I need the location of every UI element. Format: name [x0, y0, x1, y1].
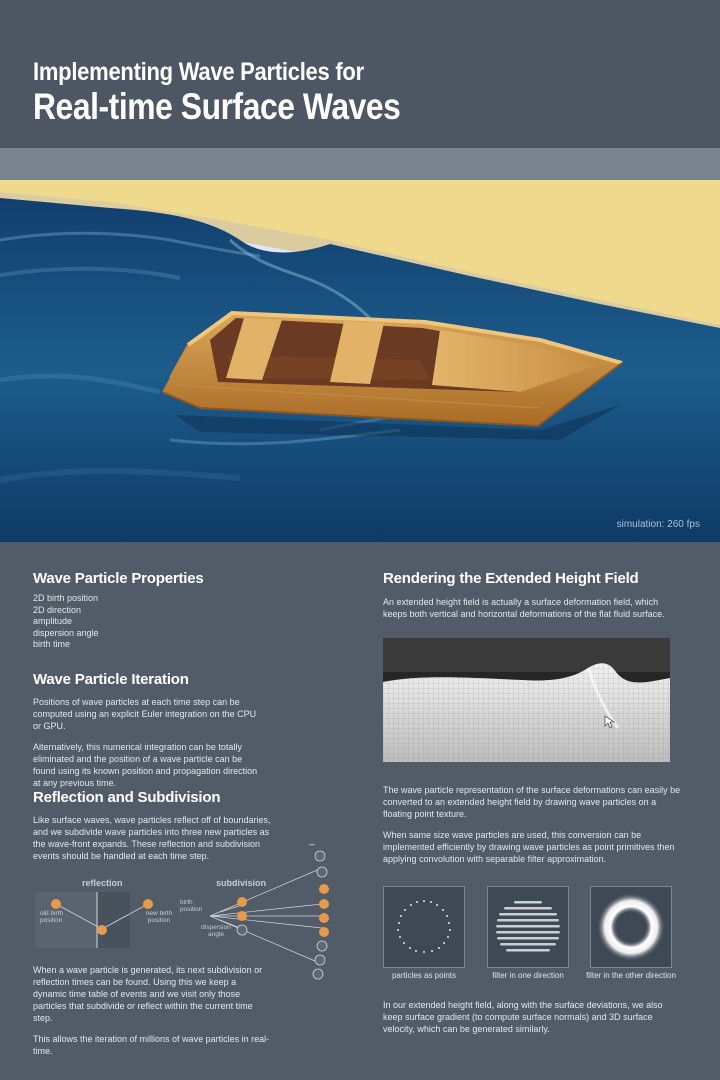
rendering-paragraph-3: When same size wave particles are used, this conversion can be implemented efficiently by drawing wave particles as point primitives then applying convolution with separable filter approximation.	[383, 830, 675, 864]
caption-particles-as-points: particles as points	[391, 971, 457, 980]
rendering-height-field-heading: Rendering the Extended Height Field	[383, 570, 639, 587]
iteration-text	[33, 696, 265, 798]
poster-header	[0, 0, 720, 148]
boat-scene	[0, 180, 720, 542]
reflection-subdivision-heading: Reflection and Subdivision	[33, 789, 221, 806]
particles-as-points-image	[383, 886, 465, 968]
header-band	[0, 148, 720, 180]
reflection-text-2	[33, 964, 271, 1066]
iteration-paragraph-2: Alternatively, this numerical integration can be totally eliminated and the position of a wave particle can be found using its known position and propagation direction at any previous time.	[33, 742, 258, 788]
rendering-paragraph-1: An extended height field is actually a surface deformation field, which keeps both vertical and horizontal deformations of the flat fluid surface.	[383, 597, 665, 619]
old-birth-position-label: old birth position	[40, 910, 64, 924]
wave-particle-iteration-heading: Wave Particle Iteration	[33, 671, 189, 688]
property-item: birth time	[33, 639, 71, 649]
dispersion-angle-label: dispersion angle	[201, 924, 231, 938]
wave-particle-properties-heading: Wave Particle Properties	[33, 570, 204, 587]
rendering-paragraph-4: In our extended height field, along with the surface deviations, we also keep surface gradient (to compute surface normals) and 3D surface velocity, which can be generated similarly.	[383, 1000, 663, 1034]
rendering-text-2	[383, 784, 683, 874]
reflection-paragraph-3: This allows the iteration of millions of wave particles in real-time.	[33, 1034, 270, 1056]
rendering-text-1	[383, 596, 683, 629]
reflection-paragraph-2: When a wave particle is generated, its next subdivision or reflection times can be found. Using this we keep a dynamic time table of events and we visit only those particles that subdivide or reflect within the current time step.	[33, 965, 263, 1023]
reflection-label: reflection	[82, 878, 123, 888]
caption-filter-one-direction: filter in one direction	[492, 971, 564, 980]
property-item: dispersion angle	[33, 627, 99, 638]
iteration-paragraph-1: Positions of wave particles at each time step can be computed using an explicit Euler integration on the CPU or GPU.	[33, 697, 257, 731]
title-line-1: Implementing Wave Particles for	[33, 58, 364, 86]
property-item: amplitude	[33, 616, 73, 626]
new-birth-position-label: new birth position	[145, 910, 173, 924]
filter-one-direction-image	[487, 886, 569, 968]
rendering-paragraph-2: The wave particle representation of the surface deformations can easily be converted to an extended height field by drawing wave particles on a floating point texture.	[383, 785, 681, 819]
filter-other-direction-image	[590, 886, 672, 968]
boat-simulation-image	[0, 180, 720, 542]
height-field-render-image	[383, 638, 670, 762]
birth-position-label: birth position	[180, 899, 203, 913]
properties-list	[33, 593, 99, 651]
caption-filter-other-direction: filter in the other direction	[586, 971, 676, 980]
property-item: 2D birth position	[33, 593, 99, 603]
title-line-2: Real-time Surface Waves	[33, 86, 401, 127]
simulation-fps-caption: simulation: 260 fps	[616, 519, 700, 530]
property-item: 2D direction	[33, 604, 82, 615]
reflection-subdivision-diagram	[30, 844, 350, 984]
poster-content	[0, 542, 720, 1080]
subdivision-label: subdivision	[216, 878, 267, 888]
reflection-paragraph-1: Like surface waves, wave particles reflect off of boundaries, and we subdivide wave particles into three new particles as the wave-front expands. These reflection and subdivision events should be handled at each time step.	[33, 815, 271, 861]
rendering-text-3	[383, 999, 683, 1044]
